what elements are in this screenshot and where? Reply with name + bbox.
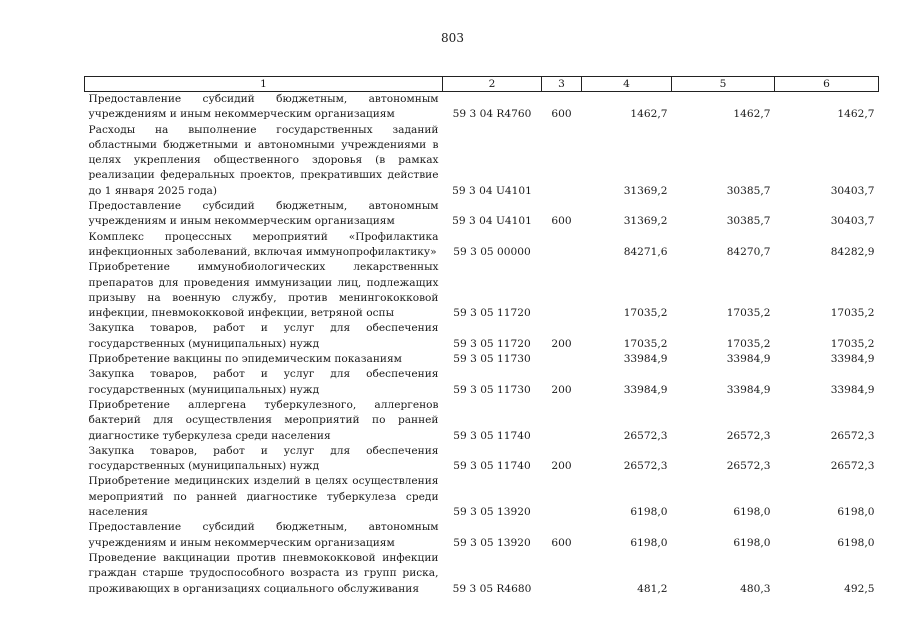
row-code: 59 3 05 11720 (453, 307, 531, 320)
row-year1: 1462,7 (630, 108, 668, 121)
row-year1: 26572,3 (623, 460, 668, 473)
row-vr: 200 (551, 383, 572, 396)
table-row (85, 199, 879, 230)
row-year2: 6198,0 (733, 506, 771, 519)
row-code: 59 3 05 11730 (453, 353, 531, 366)
row-name: Предоставление субсидий бюджетным, автономным учреждениям и иным некоммерческим организациям (88, 93, 439, 121)
row-name: Закупка товаров, работ и услуг для обеспечения государственных (муниципальных) нужд (88, 322, 439, 350)
row-name: Предоставление субсидий бюджетным, автономным учреждениям и иным некоммерческим организациям (88, 200, 439, 228)
row-year1: 33984,9 (623, 383, 668, 396)
table-row (85, 474, 879, 520)
row-vr (542, 260, 582, 321)
table-row (85, 352, 879, 367)
row-name: Предоставление субсидий бюджетным, автономным учреждениям и иным некоммерческим организациям (88, 521, 439, 549)
row-vr (542, 398, 582, 444)
row-year2: 26572,3 (726, 429, 771, 442)
row-code: 59 3 05 11730 (453, 383, 531, 396)
row-year3: 492,5 (844, 582, 875, 595)
row-code: 59 3 05 R4680 (452, 582, 532, 595)
row-vr (542, 123, 582, 199)
row-year1: 31369,2 (623, 184, 668, 197)
row-vr (542, 551, 582, 597)
row-year1: 26572,3 (623, 429, 668, 442)
row-year3: 30403,7 (830, 215, 875, 228)
row-year2: 17035,2 (726, 337, 771, 350)
row-code: 59 3 05 00000 (453, 245, 531, 258)
row-year1: 33984,9 (623, 353, 668, 366)
row-name: Расходы на выполнение государственных заданий областными бюджетными и автономными учреждениями в целях укрепления общественного здоровья (в рамках реализации федеральных проектов, прекративших действие до 1 января 2025 года) (88, 123, 439, 197)
row-year1: 481,2 (637, 582, 668, 595)
table-row (85, 520, 879, 551)
table-row (85, 367, 879, 398)
row-year1: 6198,0 (630, 536, 668, 549)
row-year2: 33984,9 (726, 383, 771, 396)
row-vr: 600 (551, 108, 572, 121)
row-code: 59 3 04 U4101 (452, 184, 532, 197)
row-year2: 30385,7 (726, 215, 771, 228)
row-year3: 6198,0 (837, 506, 875, 519)
row-year2: 6198,0 (733, 536, 771, 549)
row-vr: 200 (551, 337, 572, 350)
row-year3: 84282,9 (830, 245, 875, 258)
row-name: Закупка товаров, работ и услуг для обеспечения государственных (муниципальных) нужд (88, 368, 439, 396)
row-year3: 30403,7 (830, 184, 875, 197)
row-year3: 17035,2 (830, 307, 875, 320)
table-header (85, 77, 879, 92)
row-year2: 17035,2 (726, 307, 771, 320)
header-col-2: 2 (443, 77, 542, 92)
row-year3: 26572,3 (830, 460, 875, 473)
table-row (85, 321, 879, 352)
table-row (85, 230, 879, 261)
row-code: 59 3 04 U4101 (452, 215, 532, 228)
row-year2: 26572,3 (726, 460, 771, 473)
row-code: 59 3 04 R4760 (452, 108, 532, 121)
header-col-6: 6 (775, 77, 879, 92)
row-year3: 1462,7 (837, 108, 875, 121)
row-year2: 33984,9 (726, 353, 771, 366)
table-body (85, 92, 879, 597)
row-vr: 600 (551, 536, 572, 549)
header-col-3: 3 (542, 77, 582, 92)
row-name: Проведение вакцинации против пневмококковой инфекции граждан старше трудоспособного возраста из групп риска, проживающих в организациях социального обслуживания (88, 551, 439, 595)
row-year1: 31369,2 (623, 215, 668, 228)
row-year2: 84270,7 (726, 245, 771, 258)
row-code: 59 3 05 11720 (453, 337, 531, 350)
budget-table (84, 76, 879, 597)
row-year1: 17035,2 (623, 307, 668, 320)
table-row (85, 398, 879, 444)
row-name: Приобретение вакцины по эпидемическим показаниям (88, 353, 402, 366)
row-code: 59 3 05 13920 (453, 536, 531, 549)
row-name: Приобретение иммунобиологических лекарственных препаратов для проведения иммунизации лиц, подлежащих призыву на военную службу, против менингококковой инфекции, пневмококковой инфекции, ветряной оспы (88, 261, 439, 320)
row-year3: 33984,9 (830, 353, 875, 366)
row-year1: 84271,6 (623, 245, 668, 258)
row-code: 59 3 05 11740 (453, 429, 531, 442)
row-name: Приобретение медицинских изделий в целях осуществления мероприятий по ранней диагностике туберкулеза среди населения (88, 475, 439, 519)
row-name: Комплекс процессных мероприятий «Профилактика инфекционных заболеваний, включая иммунопрофилактику» (88, 230, 439, 258)
header-col-1: 1 (85, 77, 443, 92)
row-year3: 33984,9 (830, 383, 875, 396)
table-row (85, 260, 879, 321)
row-vr: 200 (551, 460, 572, 473)
row-year2: 30385,7 (726, 184, 771, 197)
page-number: 803 (441, 31, 464, 45)
table-row (85, 551, 879, 597)
row-vr (542, 474, 582, 520)
row-vr: 600 (551, 215, 572, 228)
header-col-4: 4 (582, 77, 672, 92)
row-year1: 17035,2 (623, 337, 668, 350)
table-row (85, 92, 879, 123)
row-year2: 480,3 (740, 582, 771, 595)
row-vr (542, 352, 582, 367)
row-year2: 1462,7 (733, 108, 771, 121)
row-name: Закупка товаров, работ и услуг для обеспечения государственных (муниципальных) нужд (88, 444, 439, 473)
row-year3: 26572,3 (830, 429, 875, 442)
row-year3: 6198,0 (837, 536, 875, 549)
row-year3: 17035,2 (830, 337, 875, 350)
row-year1: 6198,0 (630, 506, 668, 519)
row-code: 59 3 05 11740 (453, 460, 531, 473)
table-row (85, 444, 879, 475)
table-row (85, 123, 879, 199)
row-code: 59 3 05 13920 (453, 506, 531, 519)
row-vr (542, 230, 582, 261)
row-name: Приобретение аллергена туберкулезного, аллергенов бактерий для осуществления мероприятий по ранней диагностике туберкулеза среди населения (88, 398, 439, 442)
header-row (85, 77, 879, 92)
header-col-5: 5 (672, 77, 775, 92)
